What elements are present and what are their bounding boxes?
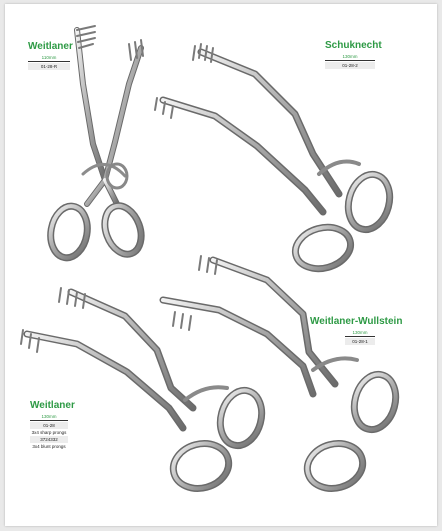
product-code: 01-28 (30, 422, 68, 429)
product-note-sharp: 3x4 sharp prongs (31, 430, 67, 435)
product-label-schuknecht (325, 40, 382, 69)
catalog-page (5, 4, 437, 526)
product-code: 01-28-2 (325, 62, 375, 69)
retractor-image (163, 256, 402, 494)
product-name: Weitlaner-Wullstein (310, 316, 403, 327)
divider (325, 60, 375, 61)
product-name: Weitlaner (28, 41, 73, 52)
product-size: 130mm (342, 54, 358, 59)
divider (28, 61, 70, 62)
divider (345, 336, 375, 337)
product-size: 130mm (41, 414, 57, 419)
retractor-image (155, 44, 396, 275)
product-label-weitlaner-wullstein (310, 316, 403, 345)
product-size: 110mm (41, 55, 57, 60)
product-size: 130mm (352, 330, 368, 335)
product-code-blunt: 3724332 (30, 436, 68, 443)
product-name: Schuknecht (325, 40, 382, 51)
product-note-blunt: 3x4 blunt prongs (32, 444, 66, 449)
retractor-illustrations (5, 4, 437, 526)
product-label-weitlaner-130 (30, 400, 75, 449)
divider (30, 420, 68, 421)
product-code: 01-28-1 (345, 338, 375, 345)
product-label-weitlaner-110 (28, 41, 73, 70)
product-name: Weitlaner (30, 400, 75, 411)
product-code: 01-28-R (28, 63, 70, 70)
